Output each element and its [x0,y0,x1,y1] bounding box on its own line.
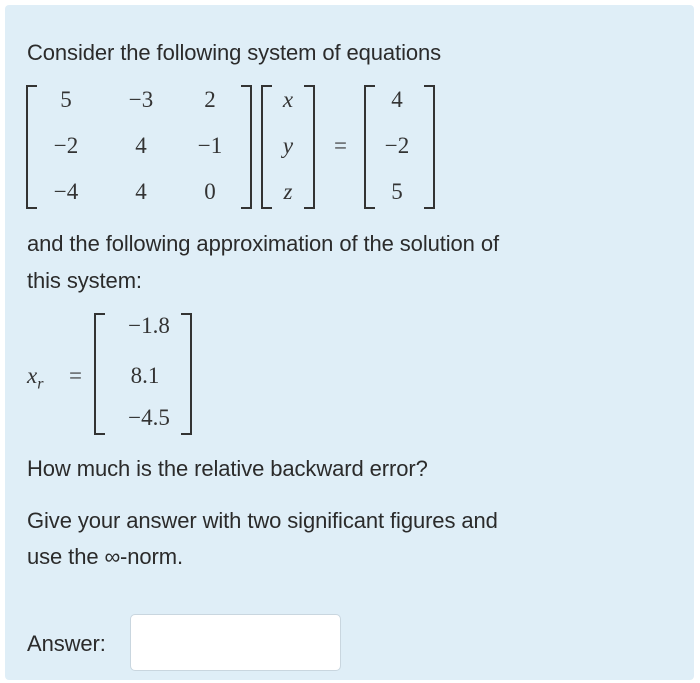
matrix-a-cell: 4 [135,133,147,158]
approx-value: 8.1 [130,363,160,388]
approx-value: −1.8 [128,313,170,338]
vector-x-cell: y [282,133,294,158]
answer-input[interactable] [130,614,341,671]
between-text-line1: and the following approximation of the solution of [27,231,499,256]
answer-label: Answer: [27,631,106,656]
matrix-a-cell: −2 [53,133,79,158]
matrix-a-cell: 5 [60,87,72,112]
matrix-a-cell: 0 [204,179,216,204]
approx-value: −4.5 [128,405,170,430]
ask-text: How much is the relative backward error? [27,456,428,481]
matrix-a-cell: −4 [53,179,79,204]
matrix-a-cell: 4 [135,179,147,204]
vector-b-cell: −2 [384,133,410,158]
instructions-line2: use the ∞-norm. [27,544,184,569]
instructions-line1: Give your answer with two significant figures and [27,508,498,533]
matrix-a-cell: 2 [204,87,216,112]
approx-label: $x_r$ [27,363,44,393]
intro-text: Consider the following system of equations [27,40,442,65]
approx-equals: = [69,363,82,388]
equals-sign: = [334,133,347,158]
between-text-line2: this system: [27,268,142,293]
vector-b-cell: 4 [391,87,403,112]
matrix-a-cell: −3 [128,87,154,112]
vector-b-cell: 5 [391,179,403,204]
matrix-a-right-bracket [241,85,252,209]
vector-x-cell: z [283,179,293,204]
approx-left-bracket [94,313,105,435]
question-panel [5,5,694,680]
vector-x-cell: x [282,87,294,112]
matrix-a-cell: −1 [197,133,223,158]
